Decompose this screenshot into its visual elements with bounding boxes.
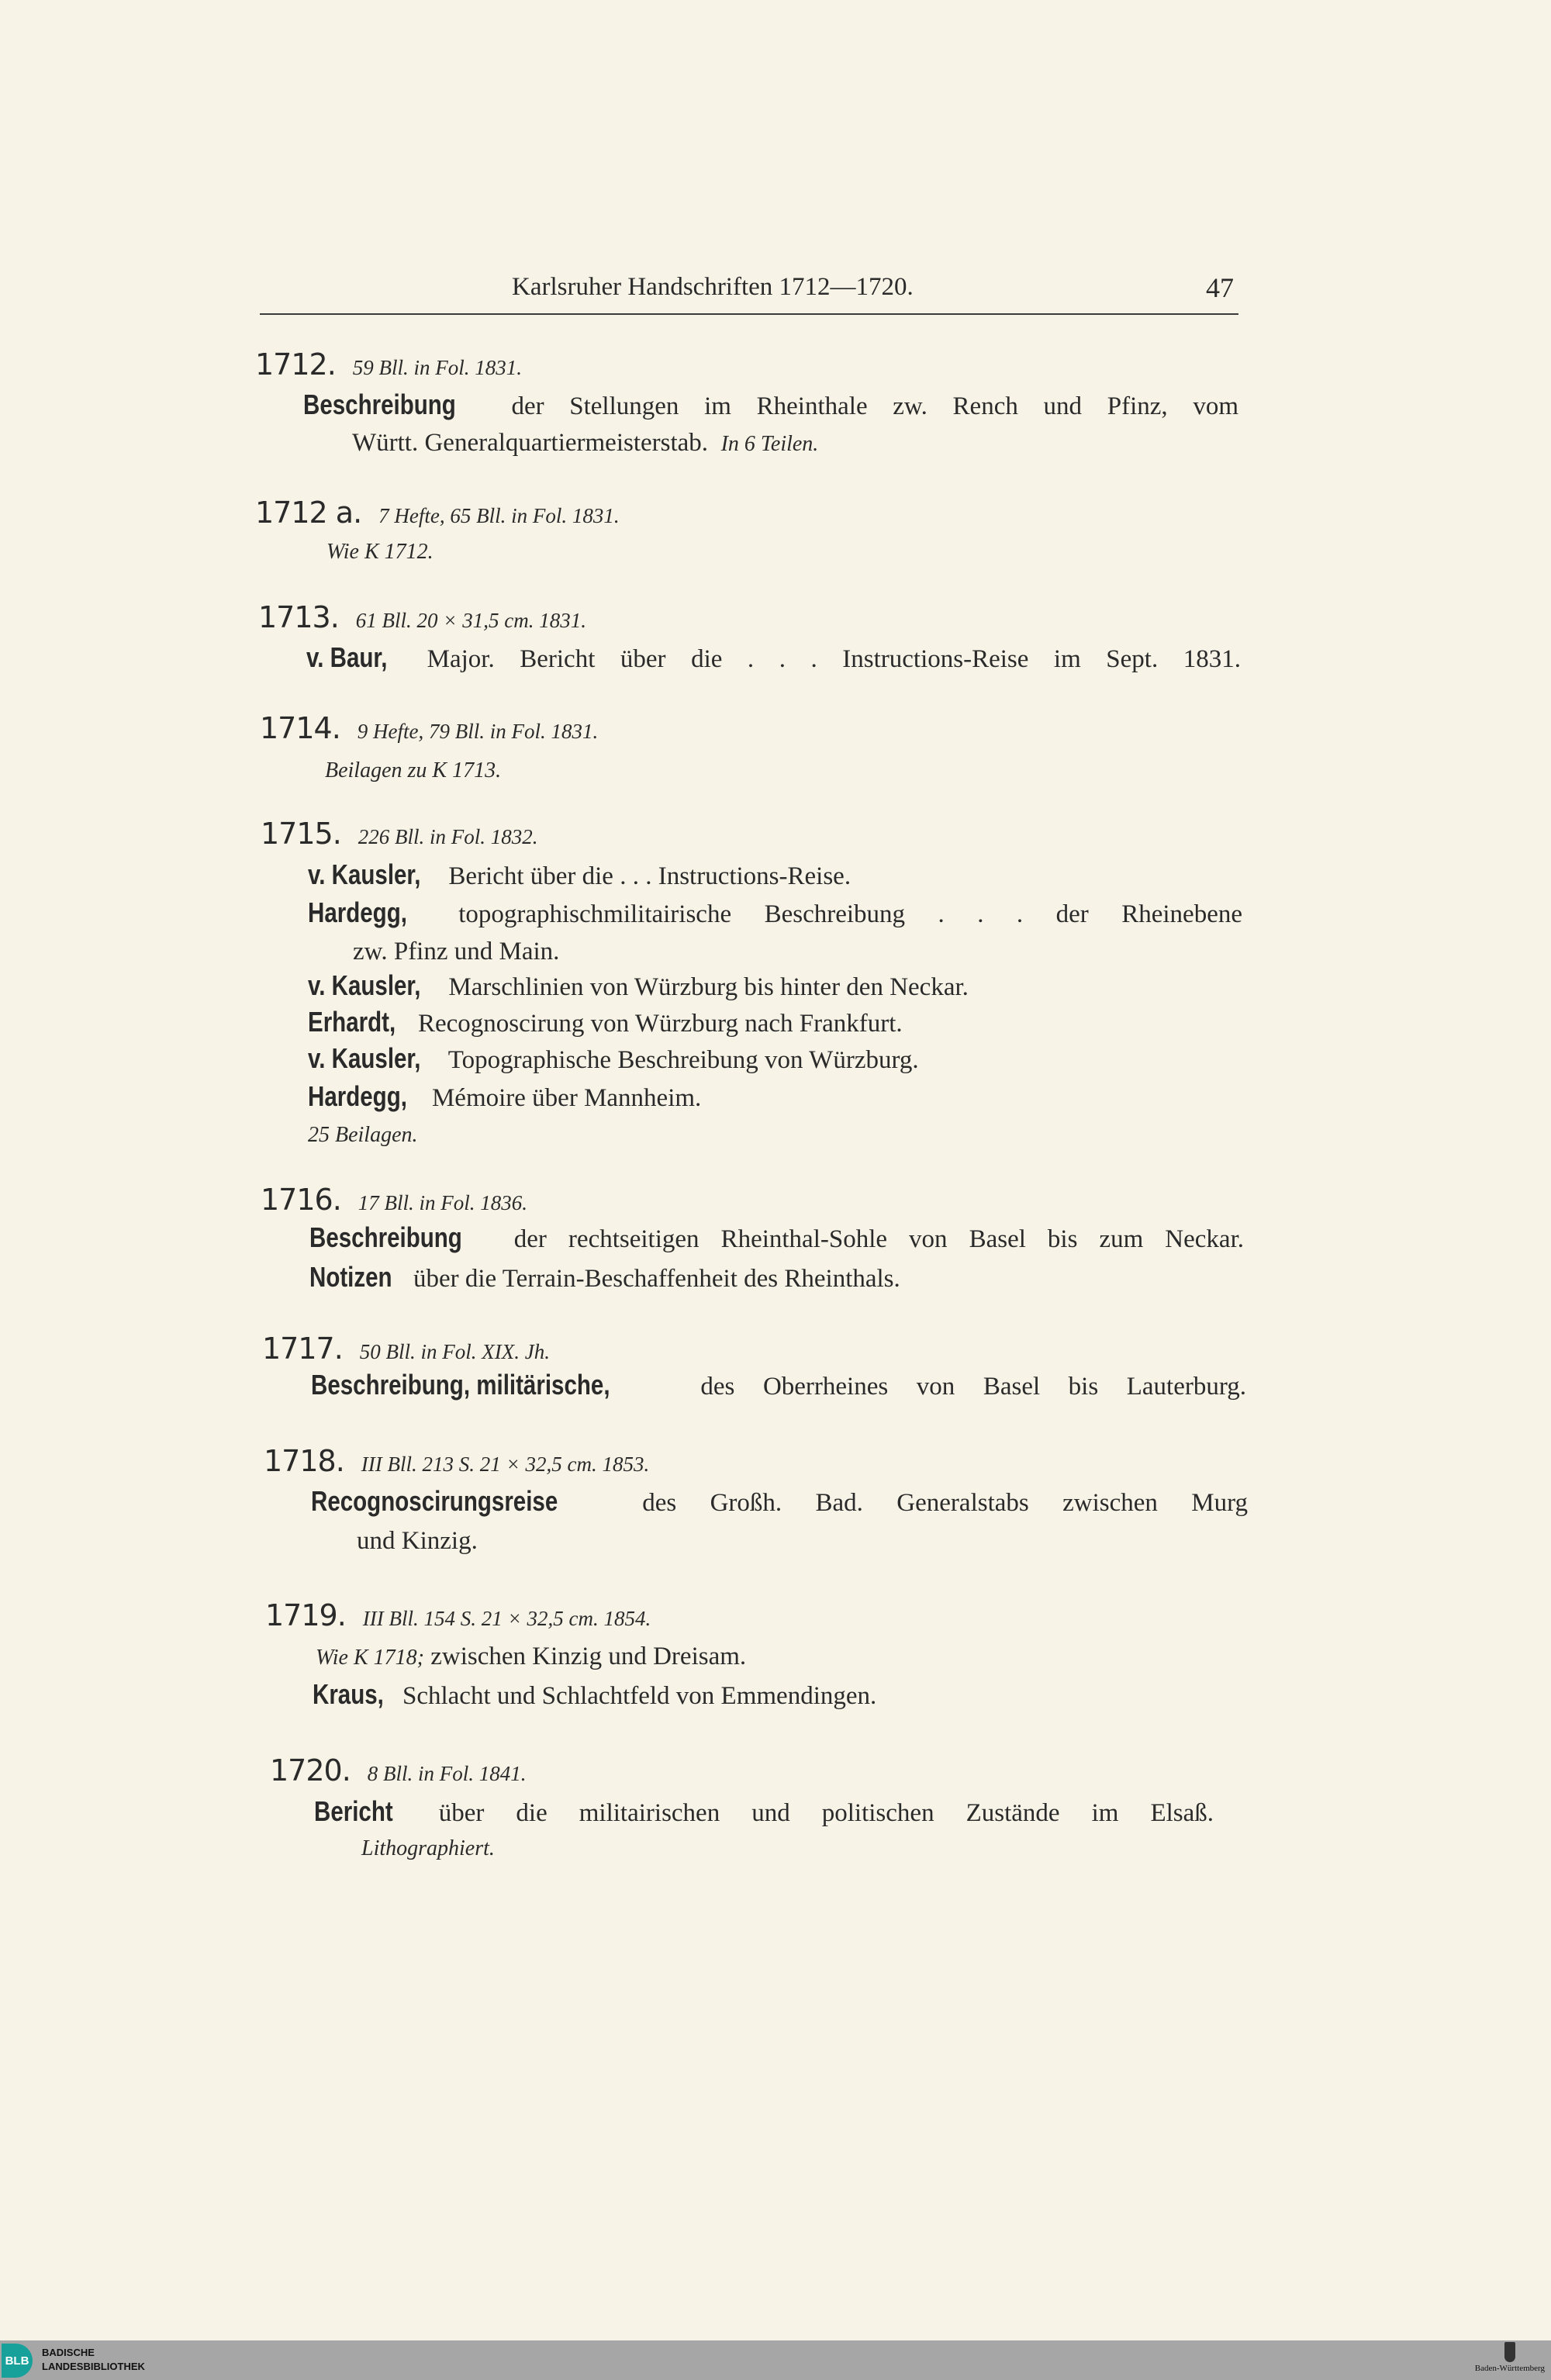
entry-heading [264, 1446, 649, 1480]
entry-text: Major. Bericht über die . . . Instructions-Reise im Sept. 1831. [427, 645, 1242, 673]
coat-of-arms-icon [1504, 2342, 1515, 2362]
entry-line [308, 1007, 903, 1039]
entry-number: 1715. [261, 817, 341, 851]
entry-number: 1714. [260, 711, 340, 745]
entry-number: 1713. [258, 600, 339, 634]
entry-meta: 7 Hefte, 65 Bll. in Fol. 1831. [378, 504, 620, 527]
entry-title: Notizen [309, 1261, 392, 1293]
entry-text: Recognoscirung von Würzburg nach Frankfurt. [417, 1010, 903, 1038]
entry-note: Lithographiert. [361, 1836, 495, 1860]
running-header: Karlsruher Handschriften 1712—1720. [512, 273, 914, 301]
blb-logo-icon: BLB [2, 2344, 33, 2378]
entry-line [308, 1081, 701, 1114]
entry-text: über die Terrain-Beschaffenheit des Rheinthals. [413, 1265, 900, 1293]
entry-line: zw. Pfinz und Main. [353, 938, 560, 965]
entry-text: zwischen Kinzig und Dreisam. [430, 1643, 747, 1670]
entry-number: 1720. [270, 1753, 351, 1788]
entry-meta: 61 Bll. 20 × 31,5 cm. 1831. [355, 609, 586, 632]
entry-number: 1718. [264, 1444, 344, 1478]
entry-number: 1717. [262, 1332, 343, 1366]
entry-line [308, 897, 1242, 930]
entry-title: Beschreibung [303, 389, 456, 420]
entry-title: Recognoscirungsreise [311, 1485, 558, 1517]
entry-meta: III Bll. 213 S. 21 × 32,5 cm. 1853. [361, 1453, 650, 1476]
entry-meta: 9 Hefte, 79 Bll. in Fol. 1831. [357, 720, 599, 743]
entry-meta: III Bll. 154 S. 21 × 32,5 cm. 1854. [362, 1607, 651, 1630]
entry-line [313, 1679, 876, 1712]
entry-line [309, 1262, 900, 1294]
library-name [42, 2346, 145, 2374]
entry-heading [262, 1333, 550, 1367]
entry-heading [255, 349, 522, 383]
entry-text: des Großh. Bad. Generalstabs zwischen Murg [642, 1489, 1249, 1517]
entry-line [308, 970, 969, 1003]
entry-author: v. Baur, [306, 641, 388, 673]
state-logo [1475, 2342, 1545, 2373]
entry-line [311, 1370, 1246, 1402]
entry-text: Bericht über die . . . Instructions-Reise. [448, 862, 851, 890]
state-name: Baden-Württemberg [1474, 2364, 1545, 2373]
entry-line [311, 1486, 1248, 1518]
entry-text: Topographische Beschreibung von Würzburg. [447, 1046, 919, 1074]
page-number: 47 [1206, 272, 1234, 303]
entry-text: über die militairischen und politischen Zustände im Elsaß. [438, 1799, 1214, 1827]
entry-line [308, 859, 851, 892]
entry-meta: 59 Bll. in Fol. 1831. [352, 356, 523, 379]
entry-author: v. Kausler, [308, 1042, 421, 1074]
entry-line: und Kinzig. [357, 1527, 478, 1555]
entry-text: Schlacht und Schlachtfeld von Emmendingen. [402, 1682, 877, 1710]
entry-meta: 226 Bll. in Fol. 1832. [358, 825, 538, 848]
entry-number: 1719. [265, 1598, 346, 1632]
header-rule [260, 313, 1238, 315]
entry-title: Beschreibung [309, 1221, 462, 1253]
entry-author: Hardegg, [308, 1080, 407, 1112]
entry-text: Mémoire über Mannheim. [431, 1084, 702, 1112]
entry-number: 1712 a. [255, 496, 362, 530]
entry-line [306, 642, 1241, 675]
entry-text: Württ. Generalquartiermeisterstab. [352, 429, 709, 457]
entry-text: der rechtseitigen Rheinthal-Sohle von Basel bis zum Neckar. [513, 1225, 1245, 1253]
entry-line [308, 1043, 919, 1076]
entry-text: der Stellungen im Rheinthale zw. Rench und Pfinz, vom [511, 392, 1239, 420]
entry-line [316, 1641, 746, 1674]
library-name-line1: BADISCHE [42, 2347, 95, 2358]
entry-title: Bericht [314, 1795, 393, 1827]
entry-heading [258, 602, 586, 636]
entry-note: Wie K 1718; [316, 1646, 424, 1670]
entry-meta: 17 Bll. in Fol. 1836. [358, 1191, 528, 1214]
footer-bar [0, 2340, 1551, 2380]
entry-line [303, 389, 1238, 422]
library-name-line2: LANDESBIBLIOTHEK [42, 2361, 145, 2372]
entry-note: Wie K 1712. [326, 540, 434, 564]
entry-author: Hardegg, [308, 896, 407, 928]
entry-line [309, 1222, 1244, 1255]
entry-heading [261, 1184, 527, 1218]
entry-heading [255, 497, 620, 531]
entry-author: v. Kausler, [308, 969, 421, 1001]
entry-note: In 6 Teilen. [720, 432, 819, 456]
entry-text: topographischmilitairische Beschreibung . . . der Rheinebene [458, 900, 1242, 928]
entry-meta: 50 Bll. in Fol. XIX. Jh. [359, 1340, 550, 1363]
entry-heading [261, 818, 538, 852]
entry-heading [265, 1600, 651, 1634]
entry-note: Beilagen zu K 1713. [325, 758, 502, 782]
entry-line [314, 1796, 1214, 1829]
entry-text: Marschlinien von Würzburg bis hinter den Neckar. [448, 973, 969, 1001]
entry-text: des Oberrheines von Basel bis Lauterburg. [700, 1373, 1246, 1401]
entry-author: Erhardt, [308, 1006, 396, 1038]
entry-number: 1712. [255, 347, 336, 382]
entry-heading [270, 1755, 527, 1789]
entry-heading [260, 713, 598, 747]
entry-title: Beschreibung, militärische, [311, 1369, 610, 1401]
entry-author: v. Kausler, [308, 858, 421, 890]
entry-number: 1716. [261, 1183, 341, 1217]
entry-author: Kraus, [313, 1678, 384, 1710]
entry-note: 25 Beilagen. [308, 1123, 418, 1147]
entry-meta: 8 Bll. in Fol. 1841. [367, 1762, 527, 1785]
entry-line [352, 427, 818, 460]
